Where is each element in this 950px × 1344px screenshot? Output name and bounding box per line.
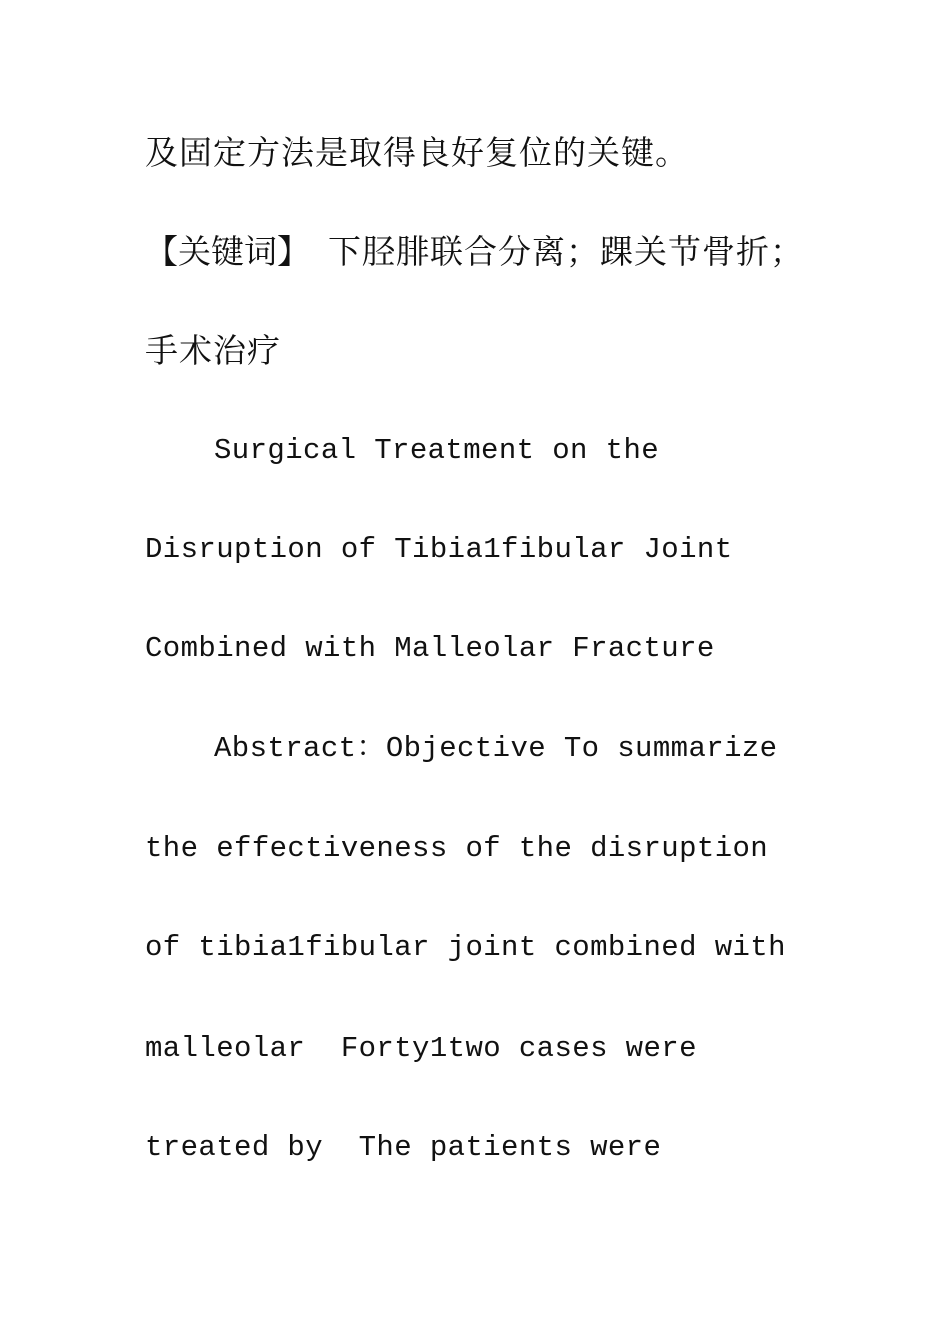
english-abstract-line-5: treated by The patients were (145, 1131, 662, 1164)
english-abstract-line-1: Abstract：Objective To summarize (214, 732, 778, 765)
keywords-line (145, 232, 804, 271)
keywords-continuation-line: 手术治疗 (145, 331, 281, 370)
english-abstract-line-2: the effectiveness of the disruption (145, 832, 769, 865)
abstract-chinese-conclusion-line: 及固定方法是取得良好复位的关键。 (145, 133, 689, 172)
keywords-label: 【关键词】 (145, 232, 310, 271)
english-title-line-1: Surgical Treatment on the (214, 434, 660, 467)
english-abstract-line-4: malleolar Forty1two cases were (145, 1032, 697, 1065)
keywords-text: 下胫腓联合分离；踝关节骨折； (328, 232, 804, 271)
english-title-line-3: Combined with Malleolar Fracture (145, 632, 715, 665)
english-title-line-2: Disruption of Tibia1fibular Joint (145, 533, 733, 566)
english-abstract-line-3: of tibia1fibular joint combined with (145, 931, 786, 964)
